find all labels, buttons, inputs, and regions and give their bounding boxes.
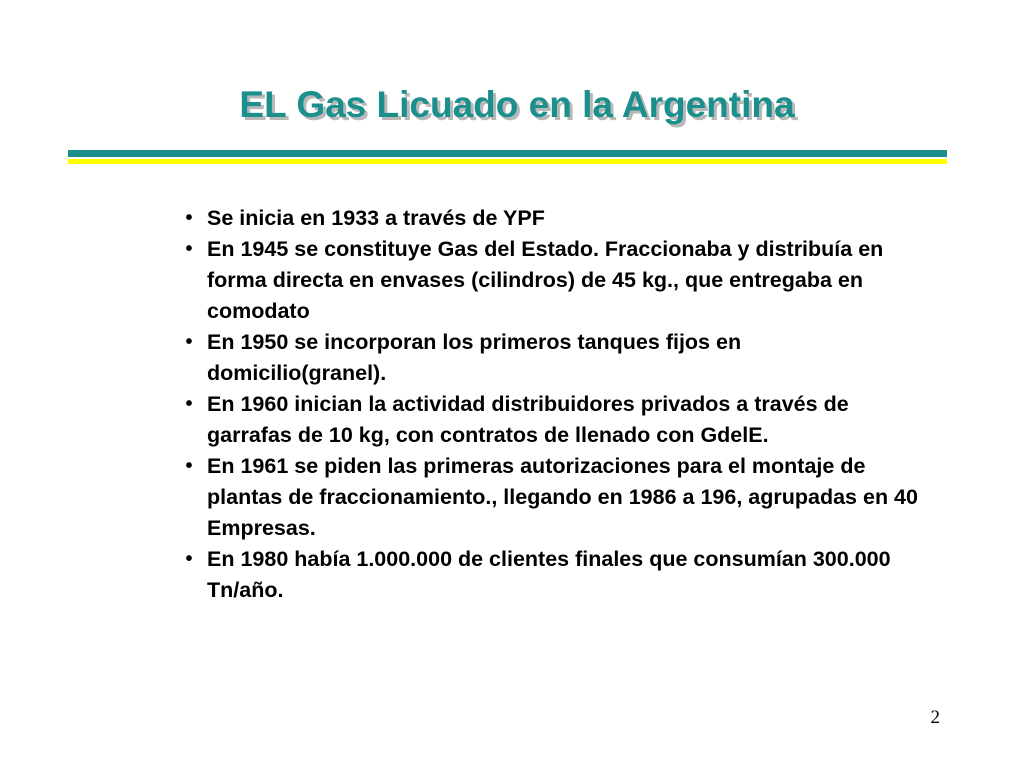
bullet-item: [180, 203, 920, 234]
bullet-item: [180, 544, 920, 606]
bullet-text: En 1961 se piden las primeras autorizaciones para el montaje de plantas de fraccionamiento., llegando en 1986 a 196, agrupadas en 40 Empresas.: [207, 454, 918, 540]
bullet-item: [180, 451, 920, 544]
bullet-dot-icon: •: [185, 548, 193, 570]
bullet-dot-icon: •: [185, 331, 193, 353]
bullet-item: [180, 234, 920, 327]
bullet-dot-icon: •: [185, 455, 193, 477]
bullet-dot-icon: •: [185, 238, 193, 260]
title-underline-yellow: [68, 159, 947, 164]
bullet-text: En 1945 se constituye Gas del Estado. Fraccionaba y distribuía en forma directa en envases (cilindros) de 45 kg., que entregaba en comodato: [207, 237, 884, 323]
bullet-text: En 1980 había 1.000.000 de clientes finales que consumían 300.000 Tn/año.: [207, 547, 891, 602]
slide-title: EL Gas Licuado en la Argentina: [239, 84, 795, 125]
title-underline-teal: [68, 150, 947, 157]
bullet-item: [180, 389, 920, 451]
bullet-item: [180, 327, 920, 389]
bullet-text: En 1950 se incorporan los primeros tanques fijos en domicilio(granel).: [207, 330, 742, 385]
bullet-text: En 1960 inician la actividad distribuidores privados a través de garrafas de 10 kg, con contratos de llenado con GdelE.: [207, 392, 849, 447]
bullet-dot-icon: •: [185, 207, 193, 229]
bullet-list: [180, 203, 920, 606]
page-number: 2: [930, 707, 940, 728]
bullet-dot-icon: •: [185, 393, 193, 415]
bullet-text: Se inicia en 1933 a través de YPF: [207, 206, 545, 230]
